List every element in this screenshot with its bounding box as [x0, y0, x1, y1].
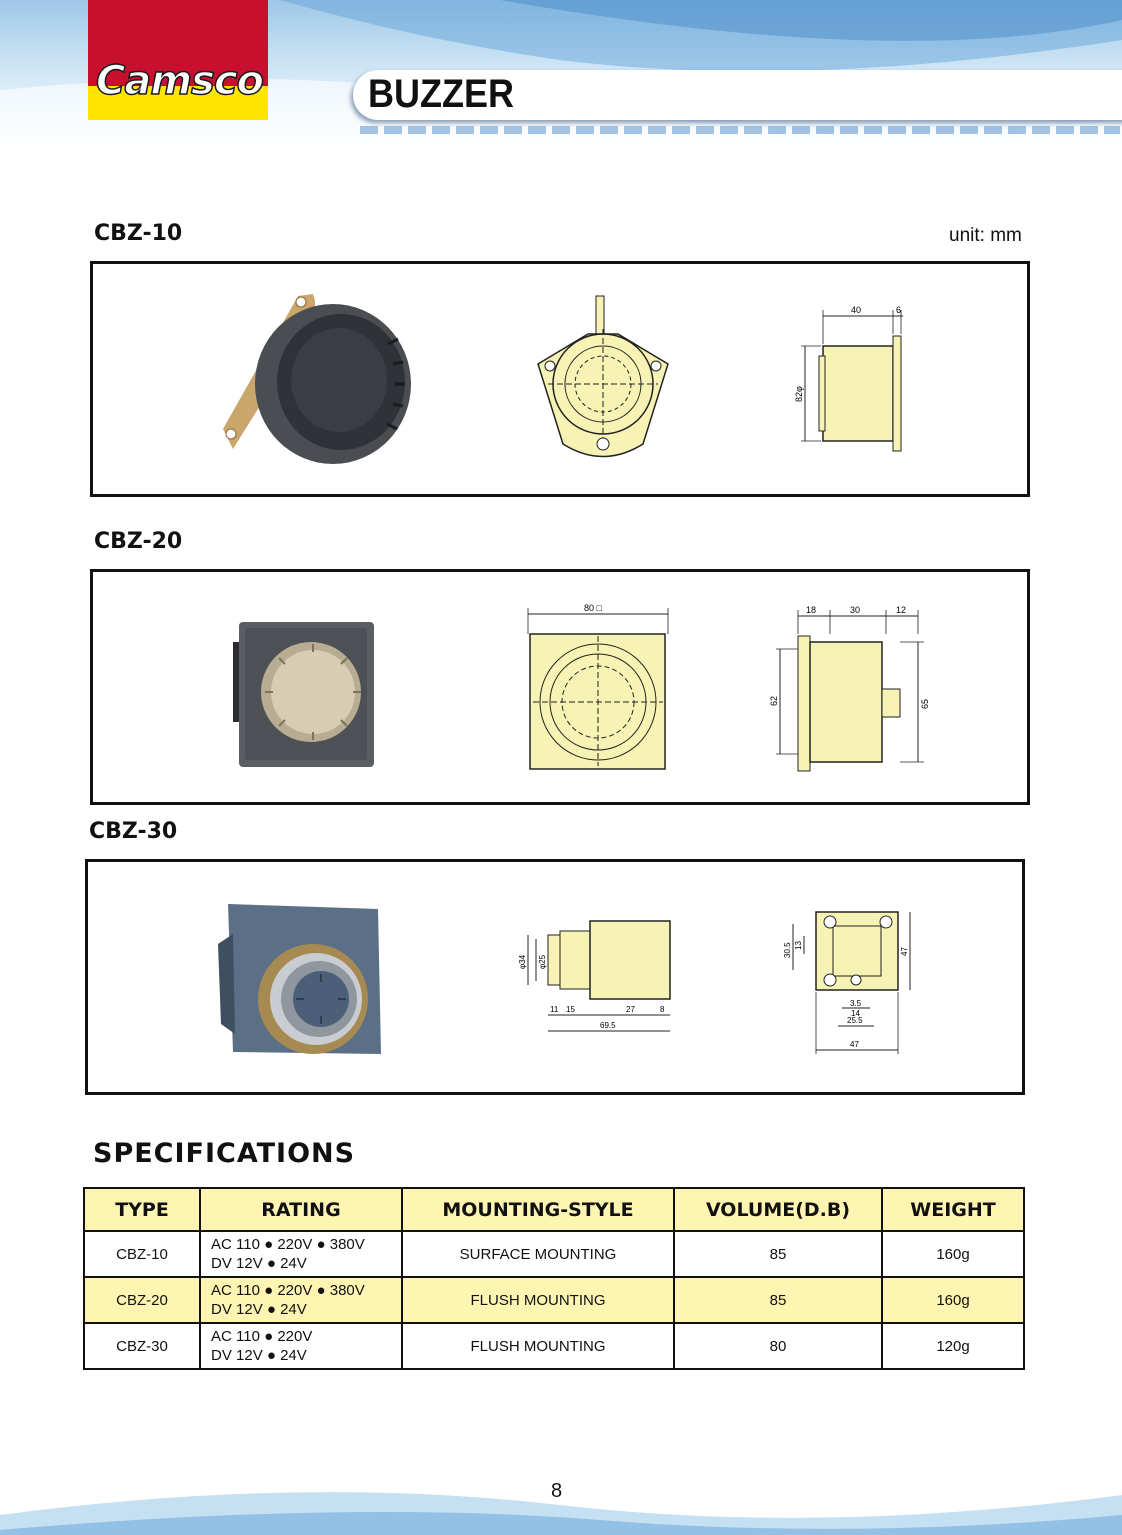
- cbz-30-dim-h2: 13: [794, 941, 803, 950]
- cbz-10-dim-diameter: 82φ: [794, 386, 804, 402]
- cell-rating: [200, 1231, 402, 1277]
- cbz-20-dim-height-right: 65: [920, 698, 930, 709]
- section-title-cbz-20: CBZ-20: [94, 529, 183, 554]
- cbz-20-product-photo: [223, 592, 393, 782]
- rating-ac: AC 110 ● 220V: [211, 1328, 313, 1345]
- cell-type: CBZ-30: [84, 1323, 200, 1369]
- header-weight: WEIGHT: [882, 1188, 1024, 1231]
- page-number: 8: [551, 1480, 563, 1502]
- cell-volume: 85: [674, 1277, 882, 1323]
- cell-weight: 160g: [882, 1277, 1024, 1323]
- rating-ac: AC 110 ● 220V ● 380V: [211, 1236, 365, 1253]
- cbz-30-dim-d2: φ25: [538, 954, 547, 969]
- cbz-30-side-drawing: [508, 907, 708, 1057]
- cell-mounting: SURFACE MOUNTING: [402, 1231, 674, 1277]
- cbz-20-side-drawing: [768, 594, 948, 794]
- cbz-30-dim-h1: 30.5: [783, 942, 792, 958]
- cbz-30-dim-total: 69.5: [600, 1021, 616, 1030]
- cbz-20-dim-height-left: 62: [769, 695, 779, 706]
- header-type: TYPE: [84, 1188, 200, 1231]
- table-row: [84, 1323, 1024, 1369]
- cell-mounting: FLUSH MOUNTING: [402, 1323, 674, 1369]
- cbz-30-dim-w4: 47: [850, 1040, 859, 1049]
- header-mounting-style: MOUNTING-STYLE: [402, 1188, 674, 1231]
- page-header: [0, 0, 1122, 150]
- cbz-10-side-drawing: [783, 294, 943, 494]
- rating-dc: DV 12V ● 24V: [211, 1301, 307, 1318]
- panel-cbz-20: [90, 569, 1030, 805]
- panel-cbz-10: [90, 261, 1030, 497]
- specifications-table: [83, 1187, 1025, 1370]
- cbz-30-dim-h3: 47: [900, 947, 909, 956]
- cbz-30-dim-w2: 14: [851, 1009, 860, 1018]
- unit-label: unit: mm: [949, 225, 1022, 246]
- brand-logo: [88, 0, 268, 120]
- cbz-20-dim-c: 12: [896, 605, 907, 615]
- cbz-10-dim-flange: 6: [896, 305, 902, 315]
- section-title-cbz-10: CBZ-10: [94, 221, 183, 246]
- cbz-10-front-drawing: [528, 294, 678, 494]
- cell-volume: 85: [674, 1231, 882, 1277]
- cbz-30-product-photo: [213, 884, 403, 1074]
- cbz-30-dim-s1: 11: [550, 1005, 559, 1014]
- table-header-row: [84, 1188, 1024, 1231]
- cell-type: CBZ-20: [84, 1277, 200, 1323]
- section-title-cbz-30: CBZ-30: [89, 819, 178, 844]
- page-title: BUZZER: [368, 72, 514, 116]
- cbz-10-product-photo: [203, 284, 443, 484]
- cbz-20-dim-b: 30: [850, 605, 861, 615]
- cbz-30-dim-s3: 27: [626, 1005, 635, 1014]
- header-volume: VOLUME(D.B): [674, 1188, 882, 1231]
- panel-cbz-30: [85, 859, 1025, 1095]
- cbz-30-dim-w3: 25.5: [847, 1016, 863, 1025]
- cbz-30-dim-s4: 8: [660, 1005, 665, 1014]
- cbz-30-front-drawing: [778, 902, 938, 1092]
- cell-volume: 80: [674, 1323, 882, 1369]
- cell-rating: [200, 1277, 402, 1323]
- table-row: [84, 1277, 1024, 1323]
- rating-dc: DV 12V ● 24V: [211, 1347, 307, 1364]
- cbz-20-dim-a: 18: [806, 605, 817, 615]
- logo-text: Camsco: [96, 58, 264, 104]
- table-row: [84, 1231, 1024, 1277]
- cell-type: CBZ-10: [84, 1231, 200, 1277]
- cell-rating: [200, 1323, 402, 1369]
- header-dash-decoration: [360, 126, 1120, 134]
- cell-weight: 160g: [882, 1231, 1024, 1277]
- cell-weight: 120g: [882, 1323, 1024, 1369]
- header-rating: RATING: [200, 1188, 402, 1231]
- cbz-30-dim-d1: φ34: [518, 954, 527, 969]
- cbz-10-dim-length: 40: [851, 305, 862, 315]
- cell-mounting: FLUSH MOUNTING: [402, 1277, 674, 1323]
- rating-ac: AC 110 ● 220V ● 380V: [211, 1282, 365, 1299]
- cbz-20-dim-square: 80 □: [584, 603, 602, 613]
- rating-dc: DV 12V ● 24V: [211, 1255, 307, 1272]
- cbz-30-dim-w1: 3.5: [850, 999, 862, 1008]
- cbz-30-dim-s2: 15: [566, 1005, 575, 1014]
- specifications-title: SPECIFICATIONS: [93, 1138, 356, 1169]
- cbz-20-front-drawing: [518, 594, 688, 794]
